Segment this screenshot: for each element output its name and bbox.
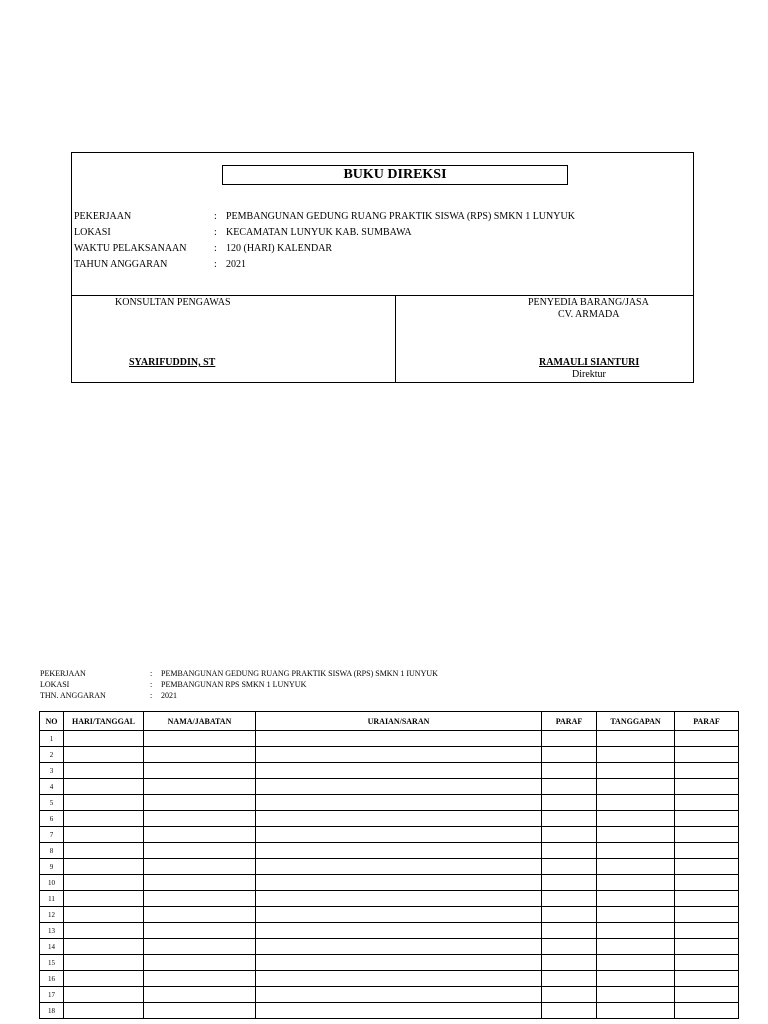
table-cell[interactable]: [597, 747, 675, 763]
table-cell[interactable]: [542, 827, 597, 843]
info-separator: :: [150, 680, 153, 689]
table-cell[interactable]: [597, 811, 675, 827]
table-cell[interactable]: [144, 939, 256, 955]
info-separator: :: [214, 211, 217, 222]
row-number: 17: [40, 987, 64, 1003]
table-cell[interactable]: [64, 971, 144, 987]
table-cell[interactable]: [144, 875, 256, 891]
table-row: [40, 859, 739, 875]
provider-company: CV. ARMADA: [558, 309, 620, 320]
table-cell[interactable]: [256, 987, 542, 1003]
table-cell[interactable]: [256, 891, 542, 907]
info-label: TAHUN ANGGARAN: [74, 259, 168, 270]
table-cell[interactable]: [144, 795, 256, 811]
table-cell[interactable]: [542, 1003, 597, 1019]
table-cell[interactable]: [542, 843, 597, 859]
table-cell[interactable]: [597, 827, 675, 843]
table-header-row: [40, 712, 739, 731]
table-cell[interactable]: [144, 891, 256, 907]
table-cell[interactable]: [64, 827, 144, 843]
table-cell[interactable]: [597, 955, 675, 971]
table-cell[interactable]: [675, 955, 739, 971]
table-cell[interactable]: [675, 875, 739, 891]
table-cell[interactable]: [64, 843, 144, 859]
table-cell[interactable]: [256, 907, 542, 923]
table-cell[interactable]: [542, 779, 597, 795]
table-cell[interactable]: [64, 891, 144, 907]
provider-role: PENYEDIA BARANG/JASA: [528, 297, 649, 308]
consultant-role: KONSULTAN PENGAWAS: [115, 297, 231, 308]
row-number: 5: [40, 795, 64, 811]
table-cell[interactable]: [256, 843, 542, 859]
table-cell[interactable]: [64, 731, 144, 747]
table-cell[interactable]: [64, 859, 144, 875]
table-row: [40, 827, 739, 843]
table-cell[interactable]: [144, 859, 256, 875]
table-cell[interactable]: [542, 731, 597, 747]
column-header-date: HARI/TANGGAL: [64, 712, 144, 731]
info-value: 120 (HARI) KALENDAR: [226, 243, 333, 254]
table-cell[interactable]: [64, 795, 144, 811]
row-number: 16: [40, 971, 64, 987]
signature-left-cell: [72, 296, 396, 383]
table-cell[interactable]: [64, 923, 144, 939]
info-separator: :: [214, 227, 217, 238]
info-separator: :: [214, 243, 217, 254]
column-header-description: URAIAN/SARAN: [256, 712, 542, 731]
info-separator: :: [150, 691, 153, 700]
table-cell[interactable]: [64, 987, 144, 1003]
table-cell[interactable]: [675, 939, 739, 955]
provider-position: Direktur: [572, 369, 606, 380]
table-row: [40, 811, 739, 827]
table-cell[interactable]: [64, 1003, 144, 1019]
table-cell[interactable]: [256, 939, 542, 955]
row-number: 2: [40, 747, 64, 763]
table-cell[interactable]: [256, 955, 542, 971]
table-cell[interactable]: [542, 971, 597, 987]
info-value: KECAMATAN LUNYUK KAB. SUMBAWA: [226, 227, 412, 238]
table-cell[interactable]: [542, 955, 597, 971]
table-row: [40, 779, 739, 795]
table-cell[interactable]: [64, 763, 144, 779]
direction-log-table: [39, 711, 739, 1019]
row-number: 14: [40, 939, 64, 955]
table-cell[interactable]: [256, 859, 542, 875]
table-cell[interactable]: [256, 731, 542, 747]
table-cell[interactable]: [144, 907, 256, 923]
row-number: 10: [40, 875, 64, 891]
table-cell[interactable]: [64, 907, 144, 923]
table-cell[interactable]: [64, 939, 144, 955]
table-cell[interactable]: [64, 955, 144, 971]
document-title: BUKU DIREKSI: [222, 165, 568, 185]
table-cell[interactable]: [256, 811, 542, 827]
table-cell[interactable]: [675, 731, 739, 747]
table-cell[interactable]: [597, 843, 675, 859]
info-value: 2021: [161, 691, 177, 700]
table-row: [40, 747, 739, 763]
column-header-response: TANGGAPAN: [597, 712, 675, 731]
row-number: 8: [40, 843, 64, 859]
info-label: THN. ANGGARAN: [40, 691, 106, 700]
table-row: [40, 923, 739, 939]
table-cell[interactable]: [542, 891, 597, 907]
table-cell[interactable]: [542, 859, 597, 875]
table-cell[interactable]: [597, 923, 675, 939]
table-cell[interactable]: [675, 763, 739, 779]
table-body: [40, 731, 739, 1019]
column-header-initial: PARAF: [542, 712, 597, 731]
table-cell[interactable]: [542, 811, 597, 827]
table-cell[interactable]: [675, 811, 739, 827]
table-cell[interactable]: [144, 1003, 256, 1019]
table-cell[interactable]: [675, 907, 739, 923]
info-separator: :: [214, 259, 217, 270]
table-cell[interactable]: [144, 811, 256, 827]
column-header-name: NAMA/JABATAN: [144, 712, 256, 731]
info-value: 2021: [226, 259, 246, 270]
table-cell[interactable]: [144, 731, 256, 747]
info-value: PEMBANGUNAN RPS SMKN 1 LUNYUK: [161, 680, 307, 689]
consultant-name: SYARIFUDDIN, ST: [129, 357, 216, 368]
row-number: 6: [40, 811, 64, 827]
table-cell[interactable]: [675, 971, 739, 987]
column-header-initial-2: PARAF: [675, 712, 739, 731]
table-row: [40, 795, 739, 811]
table-cell[interactable]: [597, 939, 675, 955]
table-row: [40, 1003, 739, 1019]
table-cell[interactable]: [144, 843, 256, 859]
table-cell[interactable]: [597, 795, 675, 811]
table-row: [40, 843, 739, 859]
table-cell[interactable]: [144, 971, 256, 987]
info-label: PEKERJAAN: [40, 669, 86, 678]
table-cell[interactable]: [597, 987, 675, 1003]
info-label: LOKASI: [74, 227, 111, 238]
table-cell[interactable]: [597, 763, 675, 779]
row-number: 15: [40, 955, 64, 971]
table-row: [40, 939, 739, 955]
row-number: 11: [40, 891, 64, 907]
table-cell[interactable]: [144, 779, 256, 795]
row-number: 3: [40, 763, 64, 779]
info-label: LOKASI: [40, 680, 70, 689]
table-cell[interactable]: [675, 923, 739, 939]
table-cell[interactable]: [542, 939, 597, 955]
table-cell[interactable]: [542, 795, 597, 811]
table-cell[interactable]: [597, 859, 675, 875]
table-row: [40, 987, 739, 1003]
info-value: PEMBANGUNAN GEDUNG RUANG PRAKTIK SISWA (RPS) SMKN 1 LUNYUK: [226, 211, 575, 222]
row-number: 4: [40, 779, 64, 795]
table-cell[interactable]: [256, 763, 542, 779]
table-row: [40, 731, 739, 747]
table-cell[interactable]: [597, 891, 675, 907]
table-cell[interactable]: [144, 763, 256, 779]
table-cell[interactable]: [675, 843, 739, 859]
table-row: [40, 875, 739, 891]
table-cell[interactable]: [256, 747, 542, 763]
table-row: [40, 763, 739, 779]
row-number: 1: [40, 731, 64, 747]
table-cell[interactable]: [597, 779, 675, 795]
table-cell[interactable]: [256, 971, 542, 987]
info-separator: :: [150, 669, 153, 678]
table-cell[interactable]: [144, 987, 256, 1003]
table-row: [40, 891, 739, 907]
row-number: 13: [40, 923, 64, 939]
table-row: [40, 971, 739, 987]
table-cell[interactable]: [675, 987, 739, 1003]
table-cell[interactable]: [675, 891, 739, 907]
table-cell[interactable]: [256, 779, 542, 795]
table-cell[interactable]: [542, 907, 597, 923]
table-cell[interactable]: [675, 795, 739, 811]
table-cell[interactable]: [144, 747, 256, 763]
table-cell[interactable]: [64, 875, 144, 891]
table-cell[interactable]: [675, 779, 739, 795]
table-cell[interactable]: [542, 923, 597, 939]
table-cell[interactable]: [64, 779, 144, 795]
table-cell[interactable]: [144, 955, 256, 971]
table-cell[interactable]: [675, 747, 739, 763]
table-cell[interactable]: [144, 923, 256, 939]
table-cell[interactable]: [542, 763, 597, 779]
row-number: 9: [40, 859, 64, 875]
table-cell[interactable]: [542, 747, 597, 763]
signature-section: [72, 295, 693, 383]
cover-box: [71, 152, 694, 383]
table-cell[interactable]: [256, 1003, 542, 1019]
table-cell[interactable]: [256, 827, 542, 843]
table-cell[interactable]: [64, 747, 144, 763]
table-cell[interactable]: [256, 875, 542, 891]
table-row: [40, 955, 739, 971]
table-cell[interactable]: [675, 827, 739, 843]
table-cell[interactable]: [256, 795, 542, 811]
row-number: 12: [40, 907, 64, 923]
column-header-no: NO: [40, 712, 64, 731]
table-cell[interactable]: [597, 875, 675, 891]
table-cell[interactable]: [597, 1003, 675, 1019]
provider-name: RAMAULI SIANTURI: [539, 357, 640, 368]
table-cell[interactable]: [597, 907, 675, 923]
table-row: [40, 907, 739, 923]
table-cell[interactable]: [542, 875, 597, 891]
info-label: WAKTU PELAKSANAAN: [74, 243, 187, 254]
info-value: PEMBANGUNAN GEDUNG RUANG PRAKTIK SISWA (RPS) SMKN 1 IUNYUK: [161, 669, 438, 678]
table-cell[interactable]: [675, 1003, 739, 1019]
row-number: 7: [40, 827, 64, 843]
info-label: PEKERJAAN: [74, 211, 132, 222]
table-cell[interactable]: [597, 971, 675, 987]
table-cell[interactable]: [144, 827, 256, 843]
row-number: 18: [40, 1003, 64, 1019]
table-cell[interactable]: [597, 731, 675, 747]
table-cell[interactable]: [542, 987, 597, 1003]
table-cell[interactable]: [64, 811, 144, 827]
table-cell[interactable]: [256, 923, 542, 939]
table-cell[interactable]: [675, 859, 739, 875]
